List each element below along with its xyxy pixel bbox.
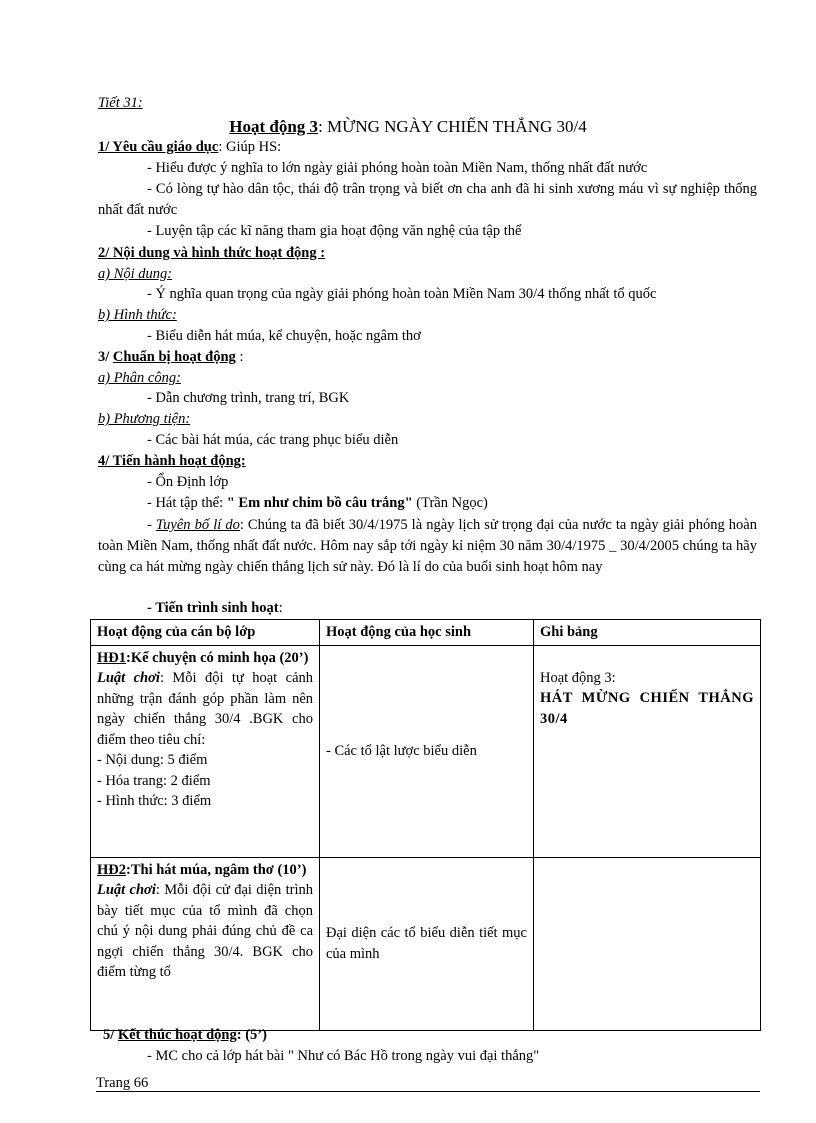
rules-text: : Mỗi đội tự hoạt cảnh những trận đánh góp phần làm nên ngày chiến thắng 30/4 .BGK cho điểm theo tiêu chí: — [97, 670, 313, 748]
board-title: HÁT MỪNG CHIẾN THẮNG 30/4 — [540, 690, 754, 727]
activity-code: HĐ1 — [97, 649, 126, 666]
table-header: Hoạt động của học sinh — [320, 620, 534, 646]
table-cell-student — [320, 857, 534, 1030]
student-activity: - Các tổ lật lược biểu diễn — [326, 742, 477, 759]
section-5-heading — [103, 1026, 267, 1044]
progress-label: - Tiến trình sinh hoạt — [147, 600, 279, 616]
section-4-progress — [147, 599, 283, 617]
section-3a-label: a) Phân công: — [98, 370, 181, 386]
song-title: " Em như chim bồ câu trắng" — [226, 495, 413, 511]
section-5-item: - MC cho cả lớp hát bài " Như có Bác Hồ trong ngày vui đại thắng" — [147, 1048, 540, 1064]
student-activity: Đại diện các tổ biểu diễn tiết mục của mình — [326, 925, 527, 962]
section-1-item: - Có lòng tự hào dân tộc, thái độ trân trọng và biết ơn cha anh đã hi sinh xương máu vì sự nghiệp thống nhất đất nước — [98, 181, 757, 218]
activity-rules — [97, 880, 313, 983]
reason-label: Tuyên bố lí do — [155, 517, 240, 533]
page-title — [0, 116, 816, 138]
section-1-title: 1/ Yêu cầu giáo dục — [98, 139, 219, 155]
section-2a-label: a) Nội dung: — [98, 266, 173, 282]
rules-label: Luật chơi — [97, 882, 156, 898]
title-main: : MỪNG NGÀY CHIẾN THẮNG 30/4 — [318, 117, 587, 136]
section-3-tail: : — [235, 349, 244, 365]
table-cell-activity — [91, 857, 320, 1030]
table-header-row — [91, 620, 761, 646]
section-2a-item: - Ý nghĩa quan trọng của ngày giải phóng hoàn toàn Miền Nam 30/4 thống nhất tổ quốc — [147, 286, 657, 302]
song-prefix: - Hát tập thể: — [147, 495, 227, 511]
table-header: Hoạt động của cán bộ lớp — [91, 620, 320, 646]
table-cell-activity — [91, 645, 320, 857]
section-4-reason — [98, 515, 757, 578]
activity-title — [97, 648, 313, 669]
section-1-item: - Hiểu được ý nghĩa to lớn ngày giải phóng hoàn toàn Miền Nam, thống nhất đất nước — [147, 160, 648, 176]
table-cell-board — [534, 857, 761, 1030]
criteria-item: - Nội dung: 5 điểm — [97, 752, 208, 768]
activity-rules — [97, 668, 313, 750]
table-header: Ghi bảng — [534, 620, 761, 646]
section-3a-item: - Dẫn chương trình, trang trí, BGK — [147, 390, 350, 406]
rules-text: : Mỗi đội cử đại diện trình bày tiết mục của tổ mình đã chọn chú ý nội dung phải đúng chủ đề ca ngợi chiến thắng 30/4. BGK cho điểm từng tổ — [97, 882, 313, 980]
table-cell-student — [320, 645, 534, 857]
board-label: Hoạt động 3: — [540, 669, 616, 686]
section-3-num: 3/ — [98, 349, 113, 365]
section-2-heading: 2/ Nội dung và hình thức hoạt động : — [98, 245, 326, 261]
section-4-song — [147, 494, 488, 512]
criteria-item: - Hóa trang: 2 điểm — [97, 772, 211, 789]
section-3-heading — [98, 348, 243, 366]
section-5-num: 5/ — [103, 1027, 118, 1043]
page-number: Trang 66 — [96, 1075, 149, 1091]
song-author: (Trần Ngọc) — [412, 495, 488, 511]
title-activity: Hoạt động 3 — [229, 117, 319, 136]
section-4-heading: 4/ Tiến hành hoạt động: — [98, 453, 246, 469]
lesson-number: Tiết 31: — [98, 95, 143, 111]
table-cell-board — [534, 645, 761, 857]
rules-label: Luật chơi — [97, 670, 160, 686]
section-3-title: Chuẩn bị hoạt động — [112, 349, 236, 365]
activity-title — [97, 860, 313, 881]
activity-name: :Kể chuyện có minh họa (20’) — [126, 649, 309, 666]
section-2b-item: - Biểu diễn hát múa, kể chuyện, hoặc ngâm thơ — [147, 328, 421, 344]
section-3b-label: b) Phương tiện: — [98, 411, 191, 427]
activity-code: HĐ2 — [97, 861, 126, 878]
activity-table — [90, 619, 761, 1031]
footer-divider — [96, 1091, 760, 1092]
table-row — [91, 857, 761, 1030]
section-1-tail: : Giúp HS: — [218, 139, 282, 155]
criteria-item: - Hình thức: 3 điểm — [97, 793, 212, 809]
table-row — [91, 645, 761, 857]
section-5-tail: : (5’) — [236, 1027, 267, 1043]
section-2b-label: b) Hình thức: — [98, 307, 177, 323]
progress-colon: : — [278, 600, 283, 616]
section-5-title: Kết thúc hoạt động — [117, 1027, 237, 1043]
section-1-item: - Luyện tập các kĩ năng tham gia hoạt động văn nghệ của tập thể — [147, 223, 522, 239]
section-1-heading — [98, 138, 281, 156]
section-3b-item: - Các bài hát múa, các trang phục biểu diễn — [147, 432, 399, 448]
activity-name: :Thi hát múa, ngâm thơ (10’) — [126, 861, 307, 878]
reason-dash: - — [147, 517, 156, 533]
section-4-item: - Ổn Định lớp — [147, 474, 229, 490]
reason-text: : Chúng ta đã biết 30/4/1975 là ngày lịch sử trọng đại của nước ta ngày giải phóng hoàn toàn Miền Nam, thống nhất đất nước. Hôm nay sắp tới ngày kỉ niệm 30 năm 30/4/1975 _ 30/4/2005 chúng ta hãy cùng ca hát mừng ngày chiến thắng lịch sử này. Đó là lí do của buổi sinh hoạt hôm nay — [98, 517, 757, 575]
